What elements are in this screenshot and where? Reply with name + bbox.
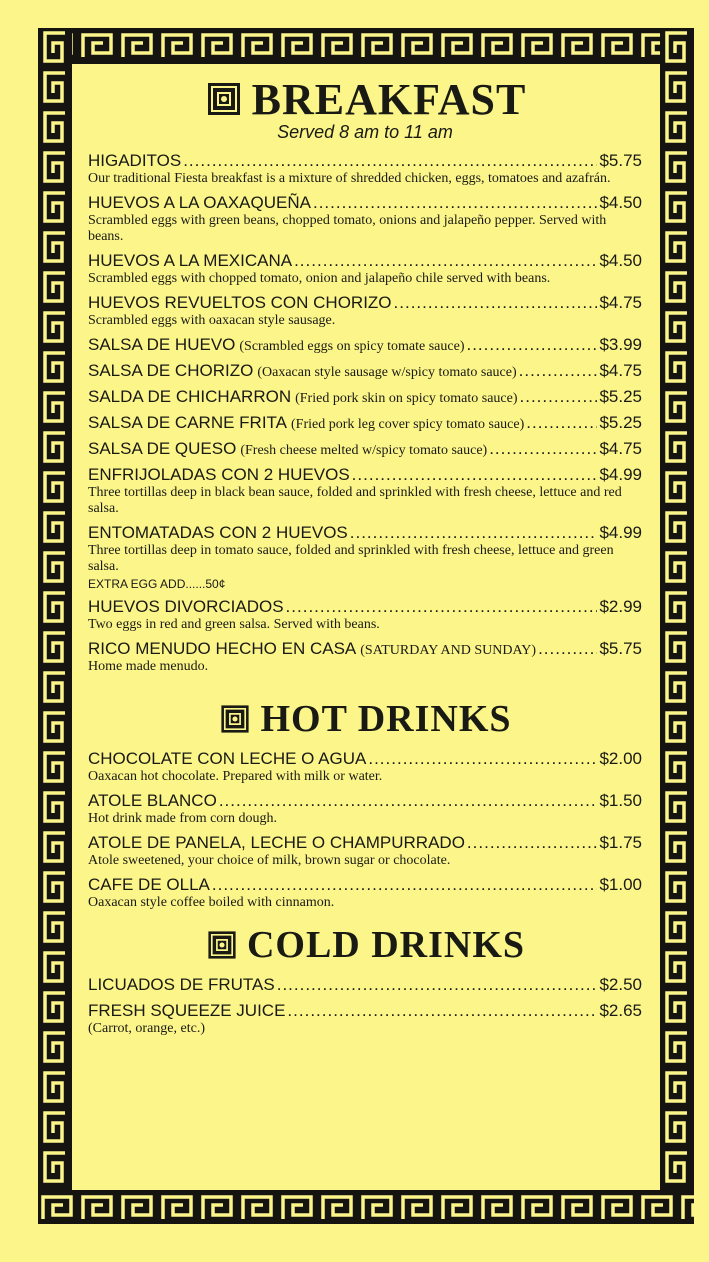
menu-item-price: $3.99 [599,335,642,354]
menu-item-name: CAFE DE OLLA [88,875,210,894]
breakfast-title: BREAKFAST [251,74,527,124]
menu-item-price: $4.75 [599,293,642,312]
menu-frame [38,28,694,1224]
menu-item-line [88,293,642,313]
menu-item-line [88,439,642,459]
menu-item-price: $2.50 [599,975,642,994]
menu-item-inline-note: (Scrambled eggs on spicy tomate sauce) [239,339,465,354]
dot-leader [520,387,598,407]
menu-item [88,875,642,911]
dot-leader [519,361,598,381]
menu-item-name: LICUADOS DE FRUTAS [88,975,275,994]
menu-item-description: Scrambled eggs with green beans, chopped tomato, onions and jalapeño pepper. Served with beans. [88,213,607,244]
menu-item-price: $4.75 [599,439,642,458]
menu-content [88,72,642,1043]
menu-item-price: $2.65 [599,1001,642,1020]
menu-item-price: $2.99 [599,597,642,616]
menu-item-line [88,833,642,853]
cold-drinks-title: COLD DRINKS [246,924,526,966]
greek-key-pattern-right [660,28,694,1224]
menu-item [88,439,642,459]
hot-drinks-items [88,749,642,911]
hot-drinks-title: HOT DRINKS [260,698,512,740]
aztec-glyph-icon [204,79,244,119]
menu-item-name: HIGADITOS [88,151,182,170]
menu-item-name: ENFRIJOLADAS CON 2 HUEVOS [88,465,350,484]
dot-leader [352,465,598,485]
menu-item-name: FRESH SQUEEZE JUICE [88,1001,286,1020]
menu-item-name: ATOLE BLANCO [88,791,217,810]
dot-leader [394,293,598,313]
dot-leader [350,523,598,543]
menu-item-extra: EXTRA EGG ADD......50¢ [88,577,226,591]
menu-item-description: Atole sweetened, your choice of milk, brown sugar or chocolate. [88,853,451,868]
menu-item-inline-note: (Fresh cheese melted w/spicy tomato sauce) [240,443,488,458]
menu-item-line [88,749,642,769]
menu-item-name: ATOLE DE PANELA, LECHE O CHAMPURRADO [88,833,465,852]
menu-item [88,293,642,329]
menu-item-line [88,251,642,271]
menu-item [88,523,642,591]
menu-item [88,413,642,433]
greek-key-border-right [660,28,694,1224]
dot-leader [467,833,598,853]
dot-leader [368,749,597,769]
menu-item-description: Hot drink made from corn dough. [88,811,277,826]
menu-item [88,387,642,407]
menu-item-price: $4.50 [599,193,642,212]
dot-leader [489,439,597,459]
aztec-glyph-icon [218,702,252,736]
menu-item-name: SALSA DE CARNE FRITA [88,413,288,432]
menu-item-line [88,597,642,617]
aztec-glyph-icon [205,928,239,962]
menu-item-description: Scrambled eggs with chopped tomato, onion and jalapeño chile served with beans. [88,271,551,286]
menu-item-price: $4.50 [599,251,642,270]
cold-drinks-items [88,975,642,1037]
menu-item-price: $1.50 [599,791,642,810]
menu-item [88,1001,642,1037]
greek-key-border-left [38,28,72,1224]
cold-drinks-heading [88,921,642,969]
menu-item-line [88,791,642,811]
menu-item [88,791,642,827]
menu-item [88,251,642,287]
dot-leader [287,1001,597,1021]
menu-item-name: SALSA DE CHORIZO [88,361,254,380]
menu-item-line [88,361,642,381]
menu-item-price: $5.25 [599,387,642,406]
menu-item-name: ENTOMATADAS CON 2 HUEVOS [88,523,348,542]
menu-item-description: Oaxacan style coffee boiled with cinnamon. [88,895,335,910]
menu-item-price: $1.00 [599,875,642,894]
menu-item [88,193,642,245]
greek-key-pattern-bottom [38,1190,694,1224]
menu-item-line [88,975,642,995]
menu-item-name: RICO MENUDO HECHO EN CASA [88,639,357,658]
menu-item-line [88,639,642,659]
menu-item-description: Three tortillas deep in tomato sauce, folded and sprinkled with fresh cheese, lettuce and green salsa. [88,543,614,574]
menu-item [88,597,642,633]
menu-item [88,465,642,517]
menu-item-line [88,465,642,485]
menu-item-inline-note: (Fried pork leg cover spicy tomato sauce) [291,417,525,432]
menu-item [88,151,642,187]
menu-item-name: HUEVOS DIVORCIADOS [88,597,284,616]
menu-item-description: Home made menudo. [88,659,209,674]
menu-item-inline-note: (SATURDAY AND SUNDAY) [360,643,537,658]
menu-item-name: HUEVOS A LA MEXICANA [88,251,293,270]
dot-leader [286,597,598,617]
menu-item-price: $5.25 [599,413,642,432]
menu-item-line [88,875,642,895]
breakfast-items [88,151,642,675]
menu-item-line [88,1001,642,1021]
menu-item-inline-note: (Fried pork skin on spicy tomato sauce) [295,391,518,406]
menu-item-description: Oaxacan hot chocolate. Prepared with milk or water. [88,769,383,784]
menu-item-name: SALSA DE HUEVO [88,335,236,354]
menu-item-price: $1.75 [599,833,642,852]
menu-item [88,361,642,381]
greek-key-border-bottom [38,1190,694,1224]
breakfast-heading [88,72,642,126]
greek-key-border-top [38,28,694,64]
menu-item-description: (Carrot, orange, etc.) [88,1021,205,1036]
menu-item-line [88,523,642,543]
greek-key-pattern-top [38,28,694,64]
menu-item-line [88,151,642,171]
greek-key-pattern-left [38,28,72,1224]
menu-item-description: Two eggs in red and green salsa. Served with beans. [88,617,380,632]
menu-item-price: $4.99 [599,465,642,484]
dot-leader [277,975,598,995]
menu-item [88,749,642,785]
menu-item-name: SALDA DE CHICHARRON [88,387,292,406]
dot-leader [219,791,598,811]
menu-item [88,975,642,995]
menu-item [88,833,642,869]
dot-leader [538,639,597,659]
menu-item-name: HUEVOS A LA OAXAQUEÑA [88,193,311,212]
menu-item-line [88,413,642,433]
menu-item-line [88,193,642,213]
breakfast-hours: Served 8 am to 11 am [277,122,453,142]
menu-item-price: $5.75 [599,639,642,658]
menu-item-name: HUEVOS REVUELTOS CON CHORIZO [88,293,392,312]
dot-leader [294,251,597,271]
dot-leader [212,875,598,895]
menu-item-description: Our traditional Fiesta breakfast is a mixture of shredded chicken, eggs, tomatoes and azafrán. [88,171,611,186]
menu-item-inline-note: (Oaxacan style sausage w/spicy tomato sauce) [257,365,517,380]
hot-drinks-heading [88,695,642,743]
dot-leader [526,413,597,433]
dot-leader [313,193,597,213]
menu-item-price: $2.00 [599,749,642,768]
menu-item [88,639,642,675]
menu-item-name: CHOCOLATE CON LECHE O AGUA [88,749,367,768]
menu-item-line [88,335,642,355]
menu-item-line [88,387,642,407]
dot-leader [466,335,597,355]
menu-item-price: $4.99 [599,523,642,542]
menu-panel [72,64,660,1190]
menu-item-price: $4.75 [599,361,642,380]
menu-item-description: Three tortillas deep in black bean sauce, folded and sprinkled with fresh cheese, lettuce and red salsa. [88,485,622,516]
dot-leader [183,151,597,171]
menu-item [88,335,642,355]
menu-item-name: SALSA DE QUESO [88,439,237,458]
menu-item-description: Scrambled eggs with oaxacan style sausage. [88,313,336,328]
menu-item-price: $5.75 [599,151,642,170]
